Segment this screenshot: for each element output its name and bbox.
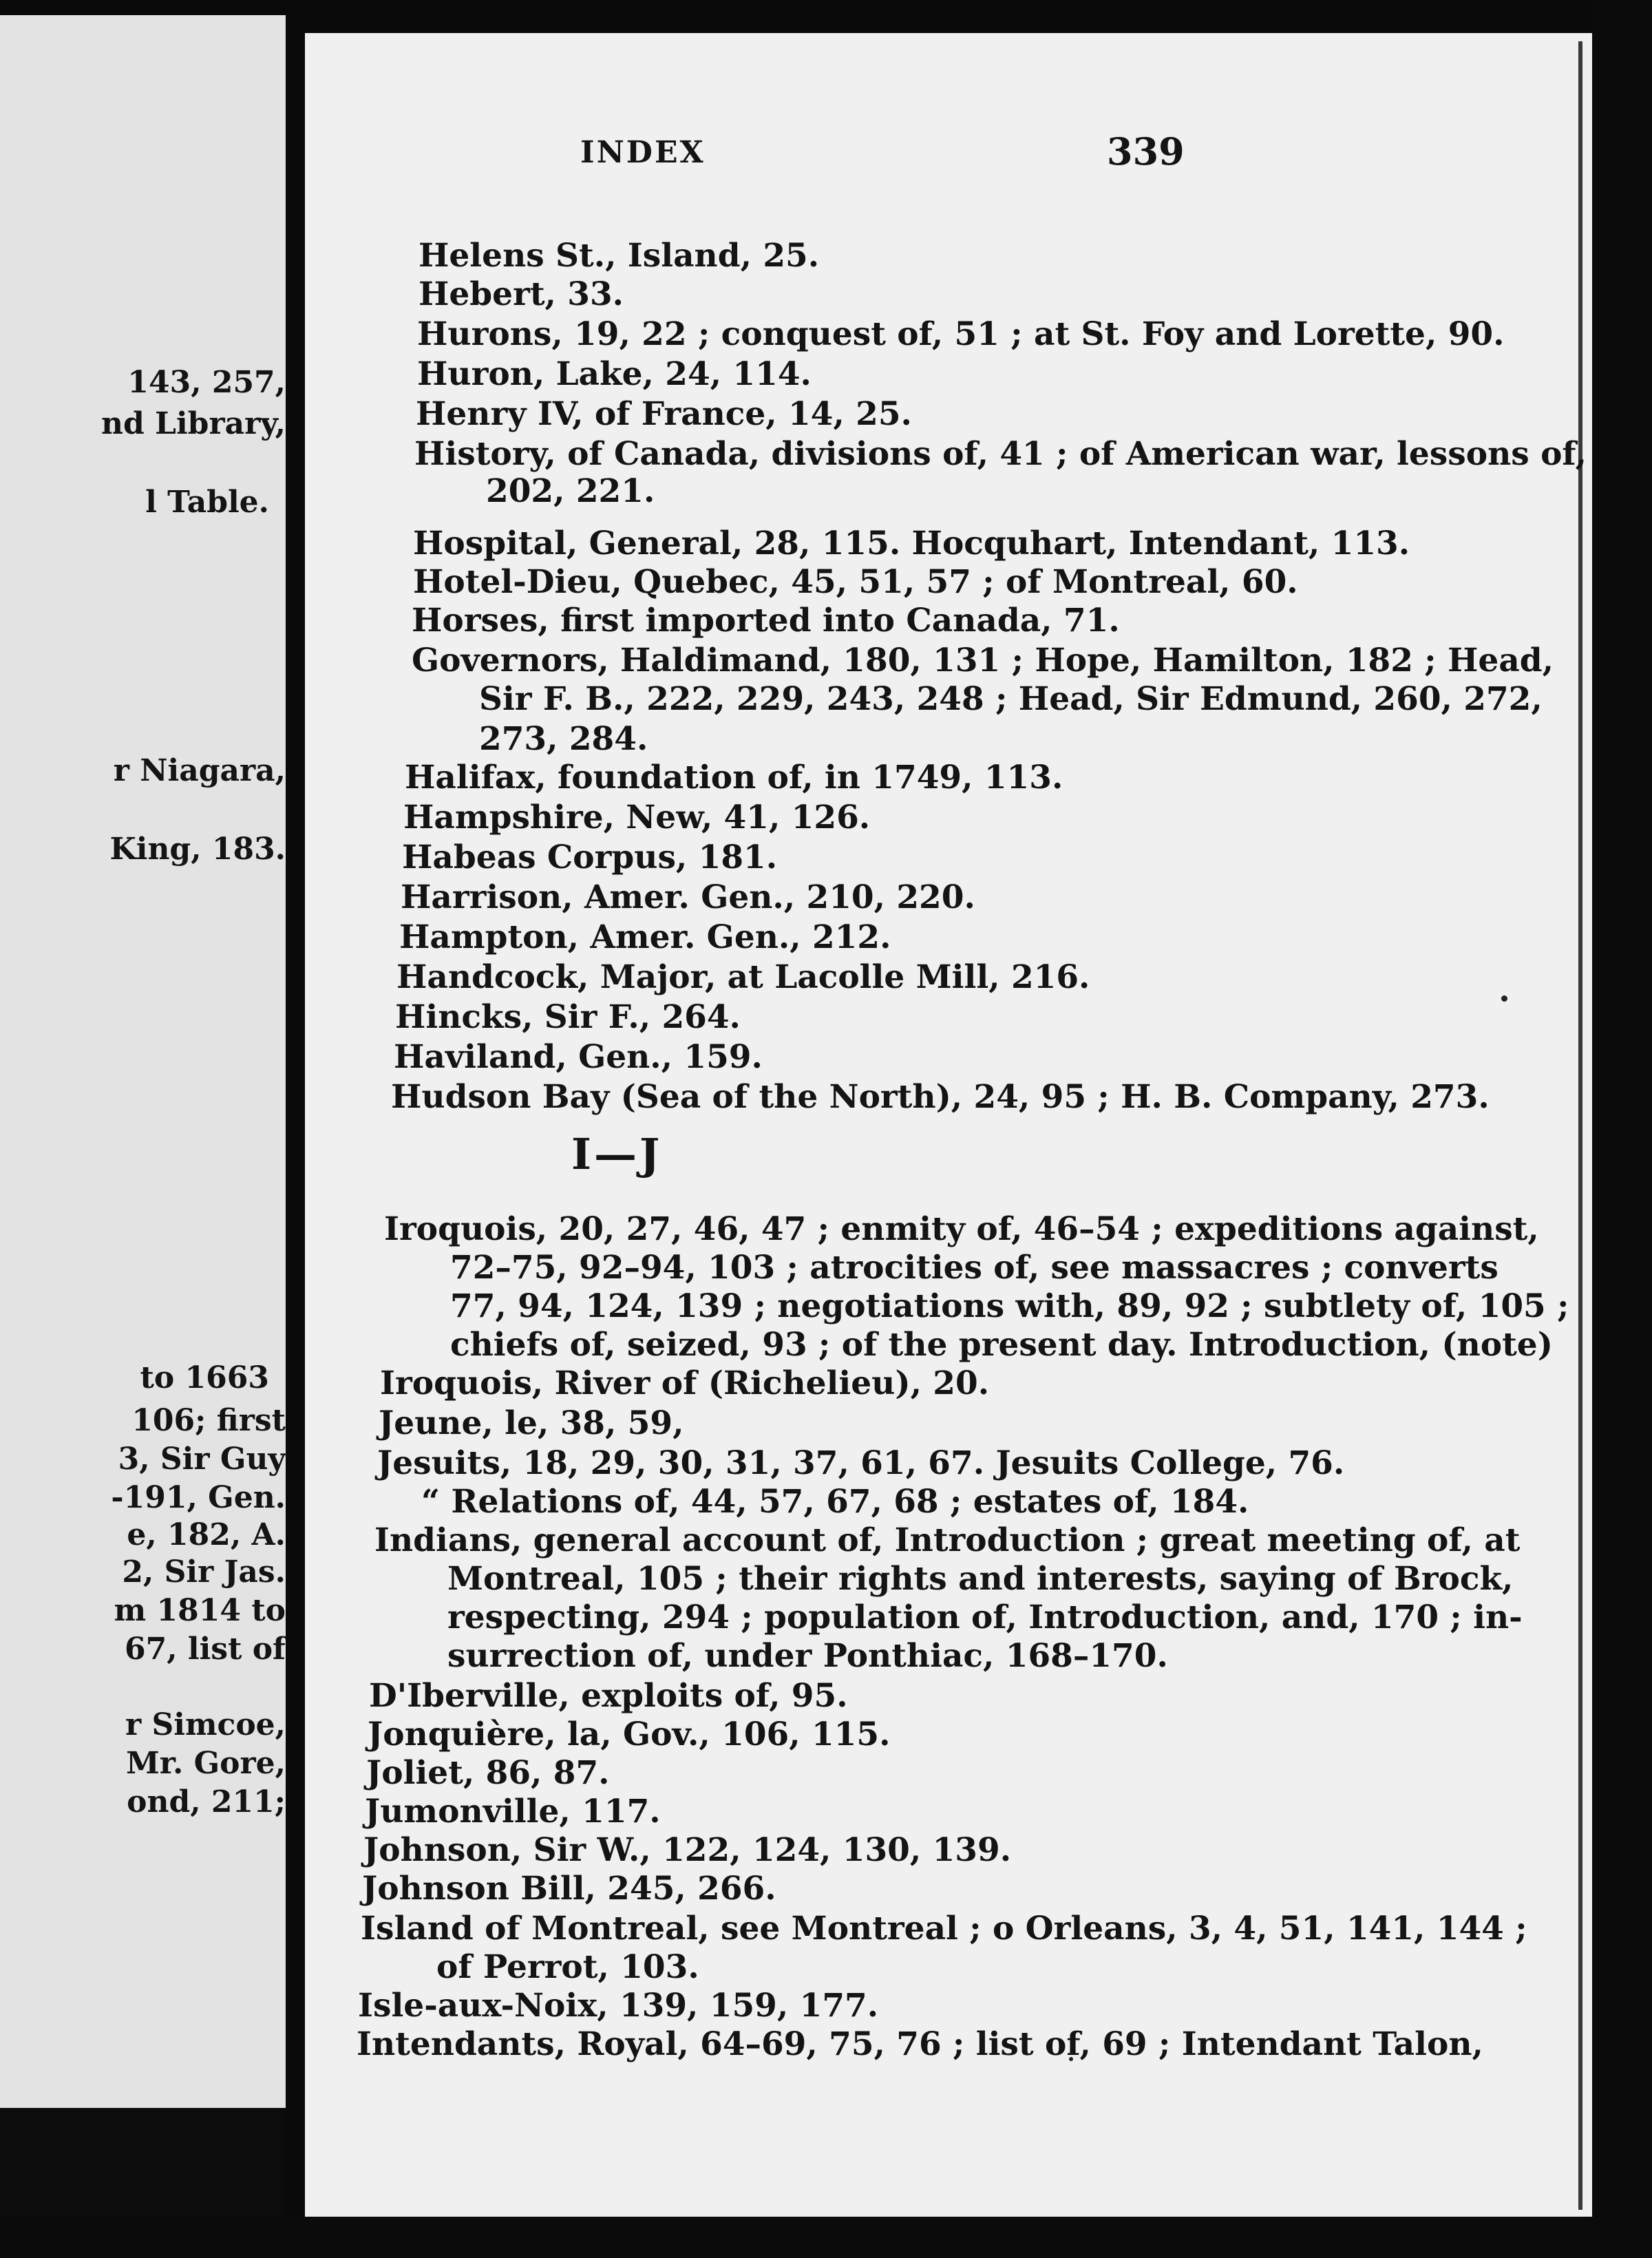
facing-page-fragment: nd Library, (100, 406, 286, 441)
facing-page-fragment: 143, 257, (127, 365, 286, 400)
index-entry: Hudson Bay (Sea of the North), 24, 95 ; H. B. Company, 273. (391, 1078, 1490, 1116)
index-entry-continuation: 72–75, 92–94, 103 ; atrocities of, see massacres ; converts (450, 1249, 1499, 1287)
index-entry: Handcock, Major, at Lacolle Mill, 216. (396, 958, 1090, 996)
facing-page-fragment: -191, Gen. (111, 1480, 286, 1515)
facing-page-fragment: 2, Sir Jas. (122, 1554, 286, 1590)
index-entry: “ Relations of, 44, 57, 67, 68 ; estates of, 184. (421, 1483, 1249, 1521)
section-heading: I—J (571, 1129, 663, 1179)
index-entry: Jesuits, 18, 29, 30, 31, 37, 61, 67. Jesuits College, 76. (377, 1444, 1345, 1482)
index-entry: Iroquois, 20, 27, 46, 47 ; enmity of, 46–54 ; expeditions against, (384, 1210, 1539, 1248)
index-entry: Halifax, foundation of, in 1749, 113. (405, 759, 1063, 796)
index-entry-continuation: chiefs of, seized, 93 ; of the present day. Introduction, (note) (450, 1326, 1553, 1364)
index-entry-continuation: respecting, 294 ; population of, Introduction, and, 170 ; in- (447, 1598, 1523, 1636)
index-entry: Hincks, Sir F., 264. (395, 998, 741, 1036)
facing-page-fragment: 3, Sir Guy (118, 1442, 286, 1477)
facing-page-fragment: to 1663 (140, 1360, 269, 1395)
index-entry-continuation: of Perrot, 103. (436, 1948, 699, 1986)
scan-border-right (1592, 0, 1652, 2258)
index-entry: Jumonville, 117. (365, 1793, 661, 1830)
index-entry: Habeas Corpus, 181. (402, 838, 778, 876)
index-entry: Joliet, 86, 87. (366, 1754, 610, 1792)
index-entry: Haviland, Gen., 159. (394, 1038, 763, 1076)
index-entry: Isle-aux-Noix, 139, 159, 177. (358, 1987, 879, 2025)
index-entry: Henry IV, of France, 14, 25. (416, 395, 912, 433)
facing-page-fragment: r Simcoe, (125, 1707, 286, 1742)
index-entry: Horses, first imported into Canada, 71. (412, 602, 1120, 640)
facing-page-fragment: ond, 211; (127, 1784, 286, 1819)
facing-page-fragment: Mr. Gore, (126, 1746, 286, 1781)
index-entry: Helens St., Island, 25. (419, 237, 820, 275)
index-entry-continuation: surrection of, under Ponthiac, 168–170. (447, 1637, 1168, 1675)
index-entry: Hampton, Amer. Gen., 212. (399, 918, 891, 956)
index-entry: Island of Montreal, see Montreal ; o Orleans, 3, 4, 51, 141, 144 ; (361, 1910, 1527, 1948)
index-entry: Hotel-Dieu, Quebec, 45, 51, 57 ; of Montreal, 60. (413, 563, 1298, 601)
facing-page-fragment: King, 183. (109, 832, 286, 867)
book-gutter (286, 0, 305, 2258)
facing-page-fragment: 106; first (131, 1403, 286, 1438)
index-entry: Hospital, General, 28, 115. Hocquhart, Intendant, 113. (413, 525, 1410, 562)
index-entry: History, of Canada, divisions of, 41 ; of American war, lessons of, (414, 435, 1587, 473)
index-entry-continuation: 202, 221. (486, 472, 655, 510)
facing-page-fragment: l Table. (145, 485, 269, 520)
ink-speck (1501, 995, 1507, 1002)
page-edge-shadow (1578, 41, 1582, 2210)
index-entry-continuation: Montreal, 105 ; their rights and interests, saying of Brock, (447, 1560, 1514, 1598)
index-entry: Hampshire, New, 41, 126. (403, 799, 871, 836)
facing-page-fragment: r Niagara, (113, 753, 286, 788)
facing-page (0, 15, 286, 2108)
index-entry: Harrison, Amer. Gen., 210, 220. (401, 878, 975, 916)
page-number: 339 (1107, 129, 1185, 173)
index-entry: Johnson Bill, 245, 266. (362, 1870, 776, 1908)
index-entry: Johnson, Sir W., 122, 124, 130, 139. (363, 1831, 1012, 1869)
index-entry: D'Iberville, exploits of, 95. (369, 1677, 848, 1715)
scan-border-bottom (0, 2220, 1652, 2258)
running-head: INDEX (580, 135, 706, 170)
index-entry: Governors, Haldimand, 180, 131 ; Hope, Hamilton, 182 ; Head, (412, 642, 1554, 679)
index-entry: Jeune, le, 38, 59, (379, 1404, 684, 1442)
index-entry: Huron, Lake, 24, 114. (417, 355, 812, 393)
index-entry-continuation: Sir F. B., 222, 229, 243, 248 ; Head, Sir Edmund, 260, 272, (479, 680, 1543, 718)
index-entry: Indians, general account of, Introduction ; great meeting of, at (374, 1521, 1521, 1559)
index-entry: Iroquois, River of (Richelieu), 20. (380, 1364, 990, 1402)
index-entry-continuation: 273, 284. (479, 720, 648, 758)
facing-page-fragment: 67, list of (125, 1632, 286, 1667)
facing-page-fragment: m 1814 to (114, 1593, 286, 1628)
index-entry: Intendants, Royal, 64–69, 75, 76 ; list of, 69 ; Intendant Talon, (357, 2025, 1483, 2063)
index-entry-continuation: 77, 94, 124, 139 ; negotiations with, 89, 92 ; subtlety of, 105 ; (450, 1287, 1569, 1325)
index-entry: Hurons, 19, 22 ; conquest of, 51 ; at St. Foy and Lorette, 90. (417, 315, 1505, 353)
index-entry: Jonquière, la, Gov., 106, 115. (368, 1716, 891, 1753)
index-entry: Hebert, 33. (419, 275, 624, 313)
facing-page-fragment: e, 182, A. (127, 1517, 286, 1552)
